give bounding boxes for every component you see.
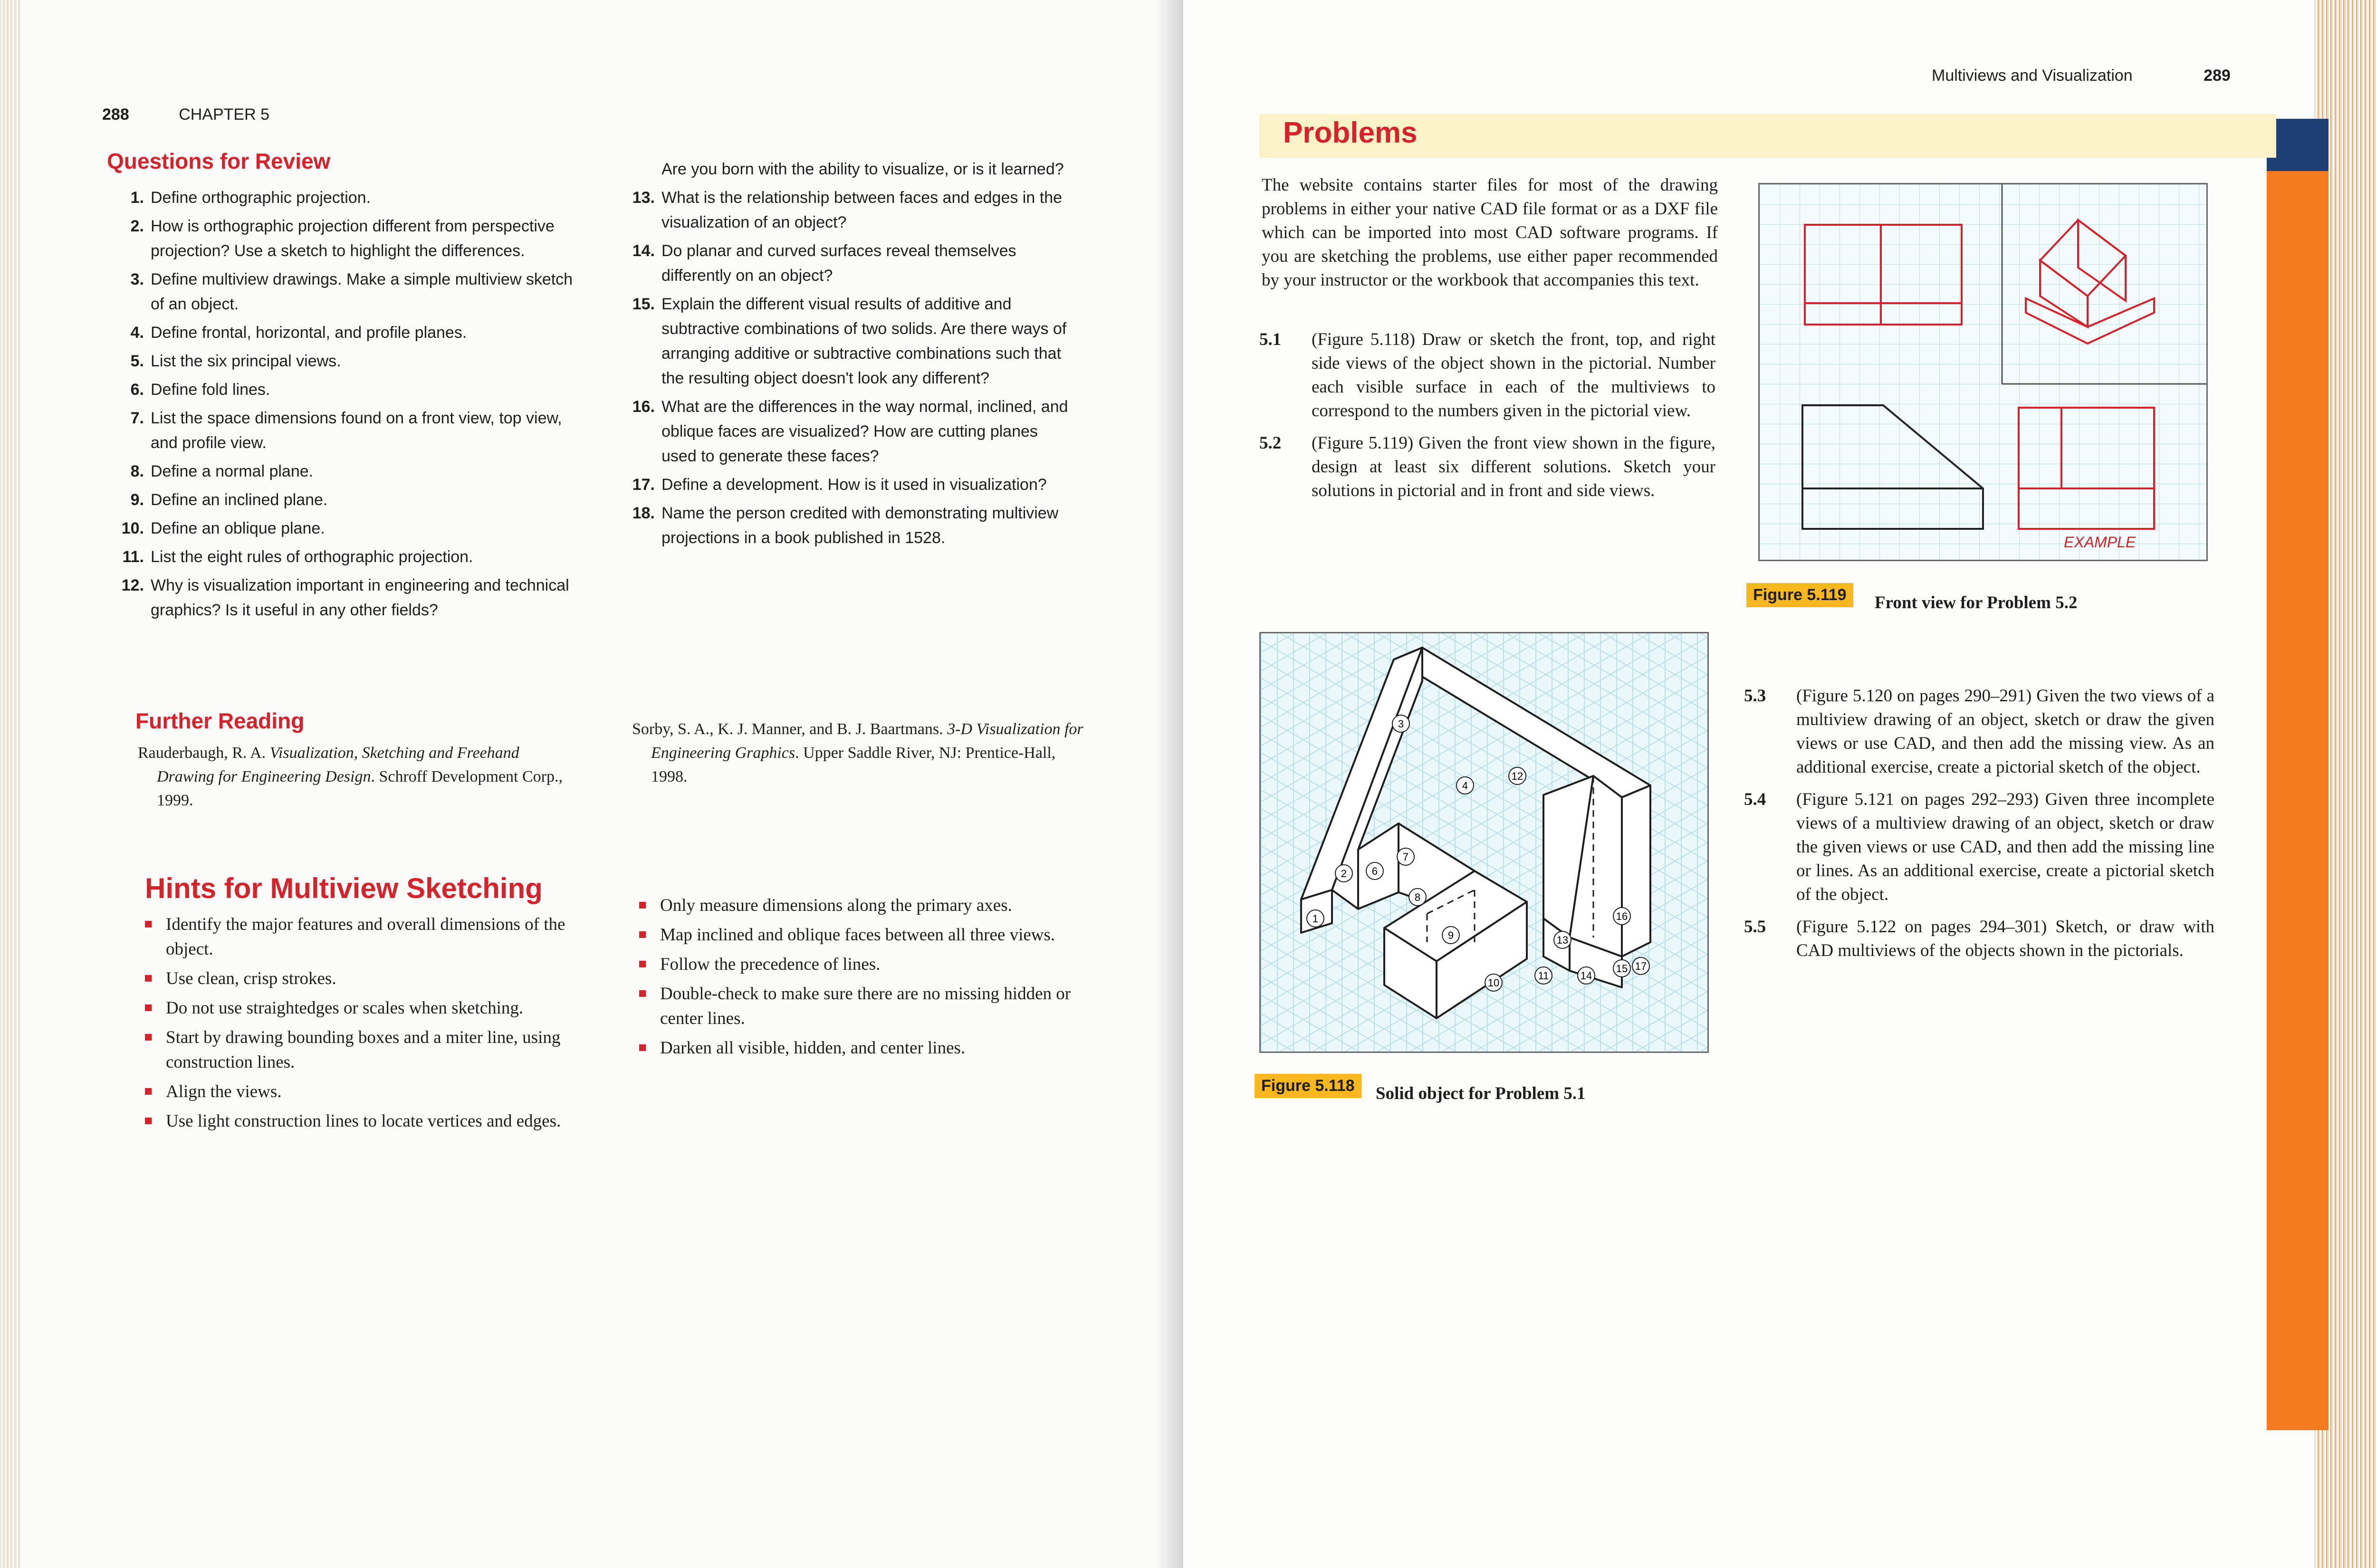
- problem-number: 5.3: [1744, 686, 1766, 706]
- review-question: [107, 377, 582, 402]
- review-question: [618, 239, 1074, 288]
- review-question: [107, 516, 582, 541]
- question-text: Define an inclined plane.: [151, 491, 328, 509]
- question-text: List the eight rules of orthographic projection.: [151, 548, 473, 566]
- surface-label-text: 11: [1538, 970, 1549, 982]
- review-question: [618, 185, 1074, 235]
- ref1-publisher: . Schroff Development Corp., 1999.: [157, 768, 563, 809]
- running-head-title: Multiviews and Visualization: [1932, 67, 2133, 85]
- question-number: 10.: [121, 519, 144, 537]
- bullet-icon: [145, 975, 152, 982]
- question-text: Define orthographic projection.: [151, 189, 371, 207]
- surface-label-text: 2: [1341, 868, 1347, 880]
- surface-label: [1554, 931, 1571, 948]
- hint-item: [145, 1025, 606, 1075]
- bullet-icon: [639, 990, 646, 997]
- hint-item: [145, 996, 606, 1021]
- question-text: Why is visualization important in engineering and technical graphics? Is it useful in any other fields?: [151, 576, 569, 619]
- review-title: Questions for Review: [107, 149, 331, 173]
- question-number: 12.: [121, 576, 144, 594]
- hint-item: [639, 923, 1095, 947]
- right-page-number: 289: [2204, 67, 2231, 85]
- figure-5-118-drawing: [1261, 633, 1707, 1052]
- review-question: [618, 292, 1074, 391]
- figure-5-119-caption: Front view for Problem 5.2: [1875, 593, 2078, 612]
- review-question: [618, 472, 1074, 497]
- review-question: [107, 320, 582, 345]
- review-column-1: [107, 185, 582, 626]
- problem-item: [1744, 788, 2214, 907]
- problem-number: 5.5: [1744, 917, 1766, 937]
- question-number: 5.: [130, 352, 144, 370]
- bullet-icon: [145, 1118, 152, 1124]
- question-number: 13.: [632, 189, 655, 207]
- question-text: Define fold lines.: [151, 381, 270, 399]
- surface-label-text: 3: [1398, 718, 1404, 730]
- hint-item: [145, 1080, 606, 1104]
- question-text: Name the person credited with demonstrating multiview projections in a book published in 1528.: [661, 504, 1059, 547]
- hint-item: [639, 982, 1095, 1031]
- hint-text: Map inclined and oblique faces between all three views.: [660, 925, 1055, 945]
- question-number: 4.: [130, 324, 144, 342]
- hint-item: [145, 912, 606, 962]
- question-number: 15.: [632, 295, 655, 313]
- question-text: What is the relationship between faces and edges in the visualization of an object?: [661, 189, 1062, 231]
- hint-item: [145, 1109, 606, 1134]
- review-question: [107, 214, 582, 263]
- question-number: 16.: [632, 398, 655, 416]
- left-running-head: [102, 105, 269, 124]
- further-reading-title: Further Reading: [135, 708, 305, 733]
- bullet-icon: [145, 1004, 152, 1011]
- surface-label-text: 12: [1511, 770, 1523, 782]
- hint-text: Align the views.: [166, 1082, 282, 1101]
- question-number: [618, 157, 661, 182]
- problem-text: (Figure 5.122 on pages 294–301) Sketch, or draw with CAD multiviews of the objects shown in the pictorials.: [1796, 917, 2214, 960]
- ref2-publisher: . Upper Saddle River, NJ: Prentice-Hall, 1998.: [651, 744, 1056, 785]
- surface-label: [1335, 865, 1352, 882]
- question-text: Define multiview drawings. Make a simple multiview sketch of an object.: [151, 270, 573, 313]
- hint-item: [639, 1036, 1095, 1061]
- chapter-label: CHAPTER 5: [179, 105, 270, 124]
- hint-text: Do not use straightedges or scales when sketching.: [166, 998, 524, 1018]
- problem-text: (Figure 5.119) Given the front view shown in the figure, design at least six different solutions. Sketch your solutions in pictorial and in front and side views.: [1312, 433, 1715, 500]
- bullet-icon: [145, 921, 152, 927]
- problem-text: (Figure 5.121 on pages 292–293) Given three incomplete views of a multiview drawing of an object, sketch or draw the given views or use CAD, and then add the missing line or lines. As an additional exercise, create a pictorial sketch of the object.: [1796, 790, 2214, 904]
- surface-label: [1307, 910, 1324, 927]
- review-question: [618, 394, 1074, 468]
- question-text: List the six principal views.: [151, 352, 341, 370]
- question-text: What are the differences in the way normal, inclined, and oblique faces are visualized? How are cutting planes used to generate these faces?: [661, 398, 1068, 465]
- question-number: 2.: [130, 217, 144, 235]
- problem-item: [1259, 431, 1715, 503]
- question-text: Define an oblique plane.: [151, 519, 325, 537]
- question-text: Explain the different visual results of additive and subtractive combinations of two solids. Are there ways of arranging additive or subtractive combinations such that the resulting object doesn't look any different?: [661, 295, 1067, 387]
- question-number: 8.: [130, 462, 144, 480]
- problems-list-b: [1744, 684, 2214, 971]
- figure-5-119-tag: Figure 5.119: [1746, 583, 1853, 607]
- question-text: Define a normal plane.: [151, 462, 314, 480]
- figure-5-119: [1758, 183, 2208, 561]
- surface-label-text: 9: [1447, 929, 1454, 941]
- reference-2: [632, 717, 1088, 789]
- problems-intro: The website contains starter files for most of the drawing problems in either your native CAD file format or as a DXF file which can be imported into most CAD software programs. If you are sketching the problems, use either paper recommended by your instructor or the workbook that accompanies this text.: [1262, 175, 1718, 290]
- problems-title: Problems: [1283, 116, 1418, 149]
- review-question: [107, 185, 582, 210]
- ref1-title: Visualization, Sketching and Freehand Drawing for Engineering Design: [157, 744, 519, 785]
- left-page-number: 288: [102, 105, 129, 124]
- surface-label: [1392, 715, 1409, 732]
- question-text: List the space dimensions found on a front view, top view, and profile view.: [151, 409, 562, 452]
- question-number: 18.: [632, 504, 655, 522]
- reference-1: [138, 741, 580, 813]
- surface-label-text: 10: [1487, 977, 1500, 989]
- surface-label: [1613, 908, 1630, 925]
- hints-title: Hints for Multiview Sketching: [145, 872, 543, 904]
- left-page: [0, 0, 1183, 1568]
- bullet-icon: [639, 931, 646, 938]
- surface-label-text: 8: [1414, 891, 1421, 903]
- surface-label: [1613, 960, 1630, 977]
- review-question: [618, 157, 1074, 182]
- question-text: Are you born with the ability to visualize, or is it learned?: [661, 160, 1064, 178]
- question-number: 9.: [130, 491, 144, 509]
- surface-label-text: 16: [1616, 910, 1628, 922]
- hint-text: Start by drawing bounding boxes and a miter line, using construction lines.: [166, 1028, 561, 1072]
- surface-label-text: 6: [1371, 865, 1378, 877]
- hint-text: Identify the major features and overall dimensions of the object.: [166, 915, 565, 959]
- hint-item: [639, 952, 1095, 977]
- surface-label: [1397, 848, 1414, 865]
- problem-item: [1259, 328, 1715, 423]
- problems-list-a: [1259, 328, 1715, 511]
- hint-text: Darken all visible, hidden, and center lines.: [660, 1038, 966, 1058]
- surface-label-text: 15: [1616, 963, 1628, 975]
- hints-column-2: [639, 893, 1095, 1065]
- question-number: 14.: [632, 242, 655, 260]
- figure-5-118: [1259, 632, 1709, 1053]
- bullet-icon: [145, 1088, 152, 1095]
- surface-label: [1632, 957, 1649, 975]
- example-label: EXAMPLE: [2064, 534, 2136, 551]
- review-column-2: [618, 157, 1074, 554]
- surface-label-text: 14: [1580, 970, 1592, 982]
- thumb-tab-orange: [2267, 119, 2328, 1430]
- hints-column-1: [145, 912, 606, 1138]
- surface-label: [1366, 862, 1383, 880]
- problem-number: 5.4: [1744, 790, 1766, 809]
- surface-label: [1509, 767, 1526, 784]
- review-question: [107, 545, 582, 569]
- question-number: 7.: [130, 409, 144, 427]
- hint-text: Follow the precedence of lines.: [660, 955, 881, 974]
- question-text: Define frontal, horizontal, and profile planes.: [151, 324, 467, 342]
- surface-label: [1578, 967, 1595, 984]
- problem-item: [1744, 915, 2214, 963]
- right-running-head: [1932, 67, 2231, 85]
- surface-label: [1535, 967, 1552, 984]
- bullet-icon: [145, 1034, 152, 1041]
- surface-label: [1409, 889, 1426, 906]
- hint-item: [145, 966, 606, 991]
- review-question: [107, 406, 582, 455]
- surface-label-text: 4: [1462, 780, 1468, 792]
- bullet-icon: [639, 1044, 646, 1051]
- surface-label: [1456, 777, 1474, 794]
- bullet-icon: [639, 902, 646, 908]
- bullet-icon: [639, 961, 646, 967]
- hint-text: Use light construction lines to locate vertices and edges.: [166, 1111, 561, 1131]
- hint-text: Double-check to make sure there are no missing hidden or center lines.: [660, 984, 1071, 1028]
- problem-text: (Figure 5.118) Draw or sketch the front, top, and right side views of the object shown in the pictorial. Number each visible surface in each of the multiviews to correspond to the numbers given in the pictorial view.: [1312, 330, 1715, 421]
- surface-label-text: 1: [1312, 913, 1319, 925]
- question-number: 1.: [130, 189, 144, 207]
- question-text: Define a development. How is it used in visualization?: [661, 476, 1047, 494]
- surface-label-text: 13: [1556, 934, 1569, 946]
- question-number: 6.: [130, 381, 144, 399]
- review-question: [107, 488, 582, 512]
- review-question: [107, 267, 582, 316]
- surface-label: [1485, 974, 1502, 991]
- review-question: [107, 459, 582, 484]
- review-question: [107, 573, 582, 622]
- left-page-edges: [0, 0, 21, 1568]
- problem-text: (Figure 5.120 on pages 290–291) Given the two views of a multiview drawing of an object, sketch or draw the given views or use CAD, and then add the missing view. As an additional exercise, create a pictorial sketch of the object.: [1796, 686, 2214, 777]
- figure-5-118-tag: Figure 5.118: [1255, 1074, 1361, 1098]
- ref2-authors: Sorby, S. A., K. J. Manner, and B. J. Baartmans.: [632, 720, 948, 738]
- hint-text: Use clean, crisp strokes.: [166, 969, 336, 988]
- question-number: 11.: [122, 548, 144, 566]
- surface-label-text: 17: [1635, 960, 1647, 972]
- question-text: How is orthographic projection different from perspective projection? Use a sketch to highlight the differences.: [151, 217, 555, 260]
- hint-text: Only measure dimensions along the primary axes.: [660, 896, 1012, 915]
- question-number: 3.: [130, 270, 144, 288]
- problem-item: [1744, 684, 2214, 779]
- hint-item: [639, 893, 1095, 918]
- problem-number: 5.2: [1259, 433, 1282, 453]
- figure-5-118-caption: Solid object for Problem 5.1: [1376, 1084, 1586, 1103]
- ref1-authors: Rauderbaugh, R. A.: [138, 744, 270, 762]
- review-question: [107, 349, 582, 373]
- question-text: Do planar and curved surfaces reveal themselves differently on an object?: [661, 242, 1016, 285]
- ref2-title: 3-D Visualization for Engineering Graphics: [651, 720, 1083, 762]
- surface-label-text: 7: [1402, 851, 1409, 863]
- review-question: [618, 501, 1074, 550]
- surface-label: [1442, 927, 1459, 944]
- problem-number: 5.1: [1259, 330, 1282, 349]
- question-number: 17.: [632, 476, 655, 494]
- figure-5-119-drawing: [1760, 184, 2206, 560]
